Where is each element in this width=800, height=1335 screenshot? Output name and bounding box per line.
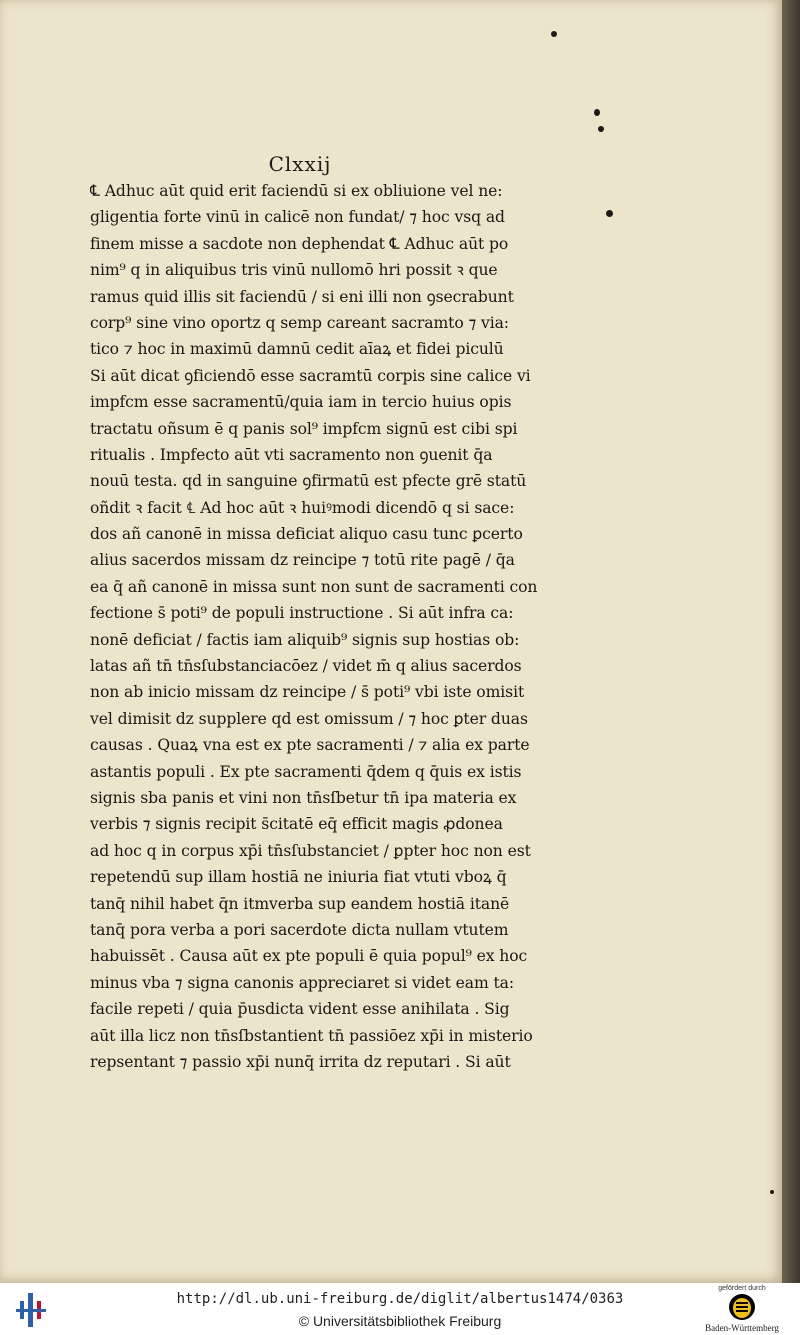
text-line: minus vba ⁊ signa canonis appreciaret si videt eam ta:	[90, 973, 515, 992]
sponsor-block	[692, 1285, 792, 1335]
permalink-url[interactable]: http://dl.ub.uni-freiburg.de/diglit/albertus1474/0363	[176, 1291, 624, 1307]
ink-spot	[551, 31, 557, 37]
text-line: facile repeti / quia p̄usdicta vident esse anihilata . Sig	[90, 1000, 510, 1019]
text-line: impfcm esse sacramentū/quia iam in tercio huius opis	[90, 393, 512, 412]
text-line: verbis ⁊ signis recipit s̄citatē eq̄ efficit magis ꝓdonea	[90, 815, 503, 834]
baden-wuerttemberg-crest-icon	[728, 1293, 756, 1321]
text-line: nonē deficiat / factis iam aliquib⁹ signis sup hostias ob:	[90, 630, 520, 649]
text-block	[90, 178, 570, 1075]
text-line: ramus quid illis sit faciendū / si eni illi non ꝯsecrabunt	[90, 287, 514, 306]
text-line: repsentant ⁊ passio xp̄i nunq̄ irrita dz reputari . Si aūt	[90, 1052, 511, 1071]
text-line: nouū testa. qd in sanguine ꝯfirmatū est pfecte grē statū	[90, 472, 527, 491]
text-line: alius sacerdos missam dz reincipe ⁊ totū rite pagē / q̄a	[90, 551, 515, 570]
text-line: non ab inicio missam dz reincipe / s̄ poti⁹ vbi iste omisit	[90, 683, 525, 702]
text-line: corp⁹ sine vino oportz q semp careant sacramto ⁊ via:	[90, 313, 509, 332]
text-line: ritualis . Impfecto aūt vti sacramento non ꝯuenit q̄a	[90, 445, 493, 464]
text-line: vel dimisit dz supplere qd est omissum / ⁊ hoc ꝑter duas	[90, 709, 528, 728]
text-line: ad hoc q in corpus xp̄i tn̄sſubstanciet / ꝑpter hoc non est	[90, 841, 531, 860]
text-line: causas . Quaꝝ vna est ex pte sacramenti / ⁊ alia ex parte	[90, 736, 530, 755]
ink-spot	[770, 1190, 774, 1194]
ink-spot	[594, 109, 600, 116]
footer-bar	[0, 1283, 800, 1335]
text-line: fectione s̄ poti⁹ de populi instructione . Si aūt infra ca:	[90, 604, 514, 623]
text-line: habuissēt . Causa aūt ex pte populi ē quia popul⁹ ex hoc	[90, 947, 528, 966]
text-line: tico ⁊ hoc in maximū damnū cedit aīaꝝ et fidei piculū	[90, 340, 504, 359]
sponsor-label: gefördert durch	[718, 1285, 766, 1292]
text-line: tractatu oñsum ē q panis sol⁹ impfcm signū est cibi spi	[90, 419, 518, 438]
ink-spot	[598, 126, 604, 132]
text-line: aūt illa licz non tn̄sſbstantient tn̄ passiōez xp̄i in misterio	[90, 1026, 533, 1045]
text-line: ℄ Adhuc aūt quid erit faciendū si ex obliuione vel ne:	[90, 182, 503, 200]
text-line: oñdit ꝛ facit ℄ Ad hoc aūt ꝛ huiꝰmodi dicendō q si sace:	[90, 498, 515, 517]
copyright-text: © Universitätsbibliothek Freiburg	[298, 1313, 502, 1329]
text-line: nim⁹ q in aliquibus tris vinū nullomō hri possit ꝛ que	[90, 261, 498, 280]
text-line: dos añ canonē in missa deficiat aliquo casu tunc ꝑcerto	[90, 525, 523, 544]
text-line: tanq̄ pora verba a pori sacerdote dicta nullam vtutem	[90, 920, 509, 939]
text-line: repetendū sup illam hostiā ne iniuria fiat vtuti vboꝝ q̄	[90, 868, 507, 887]
text-line: ea q̄ añ canonē in missa sunt non sunt de sacramenti con	[90, 577, 538, 596]
ink-spot	[606, 210, 613, 217]
sponsor-name: Baden-Württemberg	[705, 1323, 779, 1333]
text-line: Si aūt dicat ꝯficiendō esse sacramtū corpis sine calice vi	[90, 366, 531, 385]
text-line: gligentia forte vinū in calicē non fundat/ ⁊ hoc vsq ad	[90, 208, 505, 227]
text-line: signis sba panis et vini non tn̄sſbetur tn̄ ipa materia ex	[90, 788, 517, 807]
folio-number: Clxxij	[268, 152, 332, 176]
page-edge-shadow	[782, 0, 800, 1283]
text-line: tanq̄ nihil habet q̄n itmverba sup eandem hostiā itanē	[90, 894, 510, 913]
text-line: latas añ tn̄ tn̄sſubstanciacōez / videt m̄ q alius sacerdos	[90, 657, 522, 676]
text-line: finem misse a sacdote non dephendat ℄ Adhuc aūt po	[90, 234, 509, 253]
text-line: astantis populi . Ex pte sacramenti q̄dem q q̄uis ex istis	[90, 762, 522, 781]
